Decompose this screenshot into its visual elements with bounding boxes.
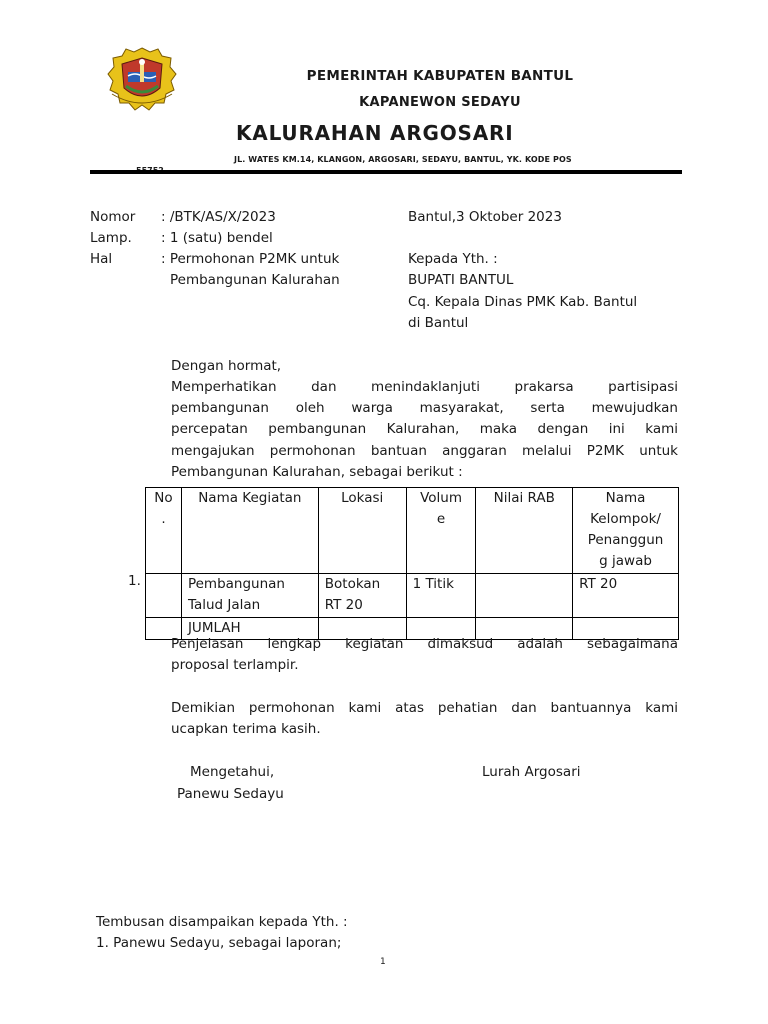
recipient-line4: di Bantul [408,315,469,331]
recipient-line2: BUPATI BANTUL [408,272,514,288]
letterhead-rule [90,170,682,174]
letterhead-kapanewon: KAPANEWON SEDAYU [359,95,521,110]
header-no: No . [146,488,182,574]
paragraph1-line2: pembangunan oleh warga masyarakat, serta mewujudkan [171,400,678,416]
total-label: JUMLAH [181,618,318,640]
page-number: 1 [380,957,386,967]
paragraph1-line1: Memperhatikan dan menindaklanjuti prakarsa partisipasi [171,379,678,395]
paragraph1-line3: percepatan pembangunan Kalurahan, maka dengan ini kami [171,421,678,437]
header-nilai-rab: Nilai RAB [476,488,573,574]
cell-nilai-rab [476,574,573,618]
paragraph3-line2: ucapkan terima kasih. [171,721,321,737]
paragraph2-line1: Penjelasan lengkap kegiatan dimaksud adalah sebagaimana [171,636,678,652]
tembusan-title: Tembusan disampaikan kepada Yth. : [96,914,348,930]
lamp-value: : 1 (satu) bendel [161,230,273,246]
nomor-label: Nomor [90,209,136,225]
paragraph1-line4: mengajukan permohonan bantuan anggaran melalui P2MK untuk [171,443,678,459]
signature-right-line1: Lurah Argosari [482,764,581,780]
cell-volume: 1 Titik [406,574,476,618]
hal-label: Hal [90,251,113,267]
tembusan-item1: 1. Panewu Sedayu, sebagai laporan; [96,935,342,951]
recipient-line3: Cq. Kepala Dinas PMK Kab. Bantul [408,294,638,310]
signature-left-line2: Panewu Sedayu [177,786,284,802]
signature-left-line1: Mengetahui, [190,764,275,780]
cell-lokasi: Botokan RT 20 [318,574,406,618]
cell-no [146,574,182,618]
table-row-number: 1. [128,573,141,589]
lamp-label: Lamp. [90,230,132,246]
letterhead-address: JL. WATES KM.14, KLANGON, ARGOSARI, SEDAYU, BANTUL, YK. KODE POS [234,155,572,164]
nomor-value: : /BTK/AS/X/2023 [161,209,276,225]
cell-kegiatan: Pembangunan Talud Jalan [181,574,318,618]
greeting: Dengan hormat, [171,358,282,374]
recipient-line1: Kepada Yth. : [408,251,498,267]
header-kegiatan: Nama Kegiatan [181,488,318,574]
header-volume: Volum e [406,488,476,574]
place-date: Bantul,3 Oktober 2023 [408,209,562,225]
paragraph2-line2: proposal terlampir. [171,657,299,673]
table-header-row [146,488,679,574]
hal-value-line2: Pembangunan Kalurahan [170,272,340,288]
paragraph3-line1: Demikian permohonan kami atas pehatian dan bantuannya kami [171,700,678,716]
letterhead-government: PEMERINTAH KABUPATEN BANTUL [306,68,574,84]
letterhead-kalurahan: KALURAHAN ARGOSARI [236,121,514,145]
hal-value-line1: : Permohonan P2MK untuk [161,251,340,267]
cell-nama-kelompok: RT 20 [573,574,679,618]
header-nama-kelompok: Nama Kelompok/ Penanggun g jawab [573,488,679,574]
header-lokasi: Lokasi [318,488,406,574]
table-row [146,574,679,618]
activity-table [145,487,679,640]
paragraph1-line5: Pembangunan Kalurahan, sebagai berikut : [171,464,463,480]
